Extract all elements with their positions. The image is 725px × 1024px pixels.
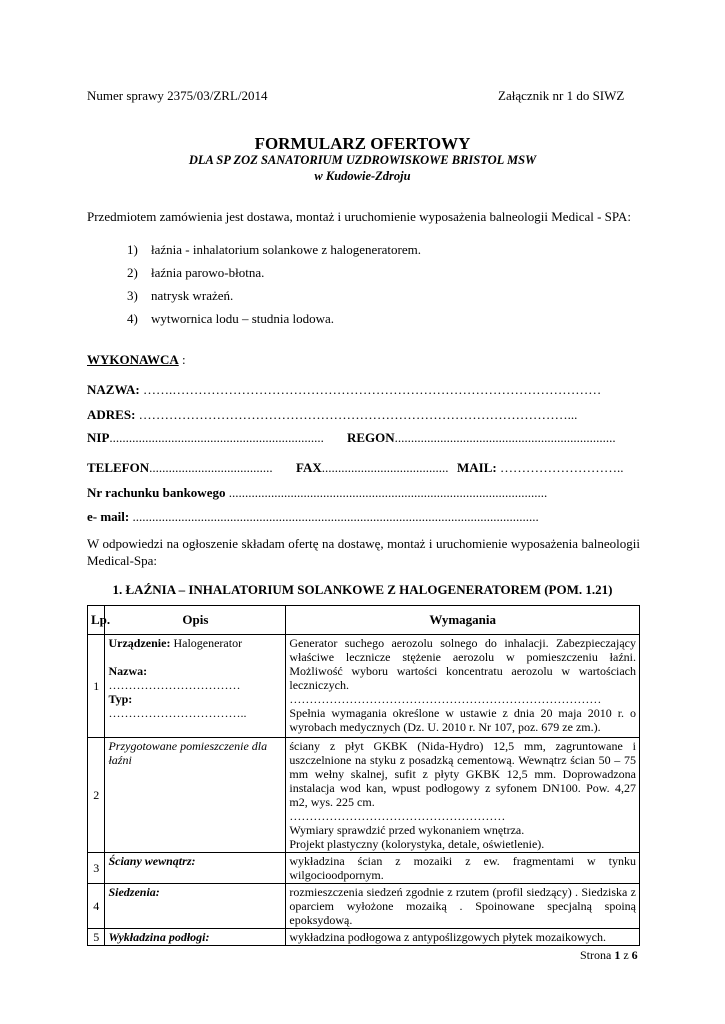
list-item-number: 1) <box>127 242 138 257</box>
device-name-input[interactable]: …………………………… <box>108 678 241 692</box>
table-row <box>88 853 640 884</box>
attachment-label: Załącznik nr 1 do SIWZ <box>498 88 625 103</box>
bank-account-label: Nr rachunku bankowego <box>87 485 226 500</box>
footer-page-total: 6 <box>631 948 638 962</box>
address-field[interactable] <box>87 407 577 423</box>
list-item <box>127 311 421 334</box>
phone-field[interactable] <box>87 460 273 476</box>
requirement-text: Projekt plastyczny (kolorystyka, detale, oświetlenie). <box>289 837 545 851</box>
table-row <box>88 929 640 946</box>
device-type-label: Typ: <box>108 692 133 706</box>
list-item-text: wytwornica lodu – studnia lodowa. <box>151 311 335 326</box>
regon-dots: .................................................................... <box>394 430 616 445</box>
device-value: Halogenerator <box>170 636 243 650</box>
header-wymagania: Wymagania <box>286 606 640 635</box>
requirement-text: Generator suchego aerozolu solnego do inhalacji. Zabezpieczający właściwe lecznicze stężenie aerozolu w pomieszczeniu łaźni. Możliwość wyboru wartości koncentratu aerozolu w wartościach leczniczych. <box>289 636 636 692</box>
row-description <box>105 635 286 738</box>
bank-account-field[interactable] <box>87 485 547 501</box>
regon-label: REGON <box>347 430 395 445</box>
requirement-dots: …………………………………………………………………… <box>289 692 602 706</box>
list-item <box>127 242 421 265</box>
row-number: 5 <box>88 929 105 946</box>
row-description: Wykładzina podłogi: <box>105 929 286 946</box>
phone-label: TELEFON <box>87 460 150 475</box>
response-paragraph: W odpowiedzi na ogłoszenie składam ofertę na dostawę, montaż i uruchomienie wyposażenia balneologii Medical-Spa: <box>87 536 640 568</box>
list-item-text: łaźnia - inhalatorium solankowe z halogeneratorem. <box>151 242 422 257</box>
row-number: 4 <box>88 884 105 929</box>
fax-label: FAX <box>296 460 322 475</box>
contractor-suffix: : <box>178 352 186 367</box>
contractor-heading <box>87 352 186 368</box>
list-item-number: 4) <box>127 311 138 326</box>
row-requirements: wykładzina podłogowa z antypoślizgowych płytek mozaikowych. <box>286 929 640 946</box>
requirement-dots: ……………………………………………… <box>289 809 506 823</box>
row-description: Siedzenia: <box>105 884 286 929</box>
address-dots: ………………………………………………………………………………………... <box>135 407 578 422</box>
header-lp: Lp. <box>88 606 105 635</box>
address-label: ADRES: <box>87 407 136 422</box>
mail-label: MAIL: <box>457 460 497 475</box>
table-row <box>88 884 640 929</box>
device-name-label: Nazwa: <box>108 664 148 678</box>
device-type-input[interactable]: …………………………….. <box>108 706 247 720</box>
bank-account-dots: .................................................................................................. <box>225 485 548 500</box>
email-field[interactable] <box>87 509 539 525</box>
fax-field[interactable] <box>296 460 449 476</box>
name-field[interactable] <box>87 382 601 398</box>
footer-page-number: 1 <box>614 948 621 962</box>
intro-paragraph: Przedmiotem zamówienia jest dostawa, montaż i uruchomienie wyposażenia balneologii Medical - SPA: <box>87 209 631 224</box>
regon-field[interactable] <box>347 430 616 446</box>
row-requirements: wykładzina ścian z mozaiki z ew. fragmentami w tynku wilgocioodpornym. <box>286 853 640 884</box>
footer-prefix: Strona <box>580 948 615 962</box>
section-title: 1. ŁAŹNIA – INHALATORIUM SOLANKOWE Z HALOGENERATOREM (POM. 1.21) <box>112 582 613 597</box>
email-label: e- mail: <box>87 509 130 524</box>
name-label: NAZWA: <box>87 382 140 397</box>
page-title: FORMULARZ OFERTOWY <box>254 134 471 153</box>
email-dots: ............................................................................................................................. <box>129 509 539 524</box>
requirement-text: ściany z płyt GKBK (Nida-Hydro) 12,5 mm, zagruntowane i uszczelnione na styku z posadzką cementową. Wewnątrz ścian 50 – 75 mm wełny skalnej, sufit z płyty GKBK 12,5 mm. Doprowadzona instalacja wod kan, wpust podłogowy z syfonem DN100. Pow. 4,27 m2, wys. 225 cm. <box>289 739 636 809</box>
list-item-text: natrysk wrażeń. <box>151 288 234 303</box>
subtitle-institution: DLA SP ZOZ SANATORIUM UZDROWISKOWE BRISTOL MSW <box>188 153 537 167</box>
case-number: Numer sprawy 2375/03/ZRL/2014 <box>87 88 268 103</box>
fax-dots: ....................................... <box>321 460 449 475</box>
row-description: Ściany wewnątrz: <box>105 853 286 884</box>
page-footer <box>580 948 638 963</box>
nip-dots: .................................................................. <box>109 430 324 445</box>
nip-field[interactable] <box>87 430 324 446</box>
header-opis: Opis <box>105 606 286 635</box>
list-item-number: 3) <box>127 288 138 303</box>
name-dots: …….……………………………………………………………………………………… <box>139 382 602 397</box>
row-requirements <box>286 738 640 853</box>
table-row <box>88 635 640 738</box>
device-label: Urządzenie: <box>108 636 171 650</box>
list-item <box>127 288 421 311</box>
subtitle-location: w Kudowie-Zdroju <box>314 169 411 183</box>
footer-separator: z <box>620 948 632 962</box>
requirements-table <box>87 605 640 946</box>
mail-dots: ……………………….. <box>496 460 624 475</box>
phone-dots: ...................................... <box>149 460 273 475</box>
scope-list <box>127 242 421 334</box>
row-number: 2 <box>88 738 105 853</box>
list-item <box>127 265 421 288</box>
table-row <box>88 738 640 853</box>
requirement-text: Spełnia wymagania określone w ustawie z dnia 20 maja 2010 r. o wyrobach medycznych (Dz. U. 2010 r. Nr 107, poz. 679 ze zm.). <box>289 706 636 734</box>
row-description: Przygotowane pomieszczenie dla łaźni <box>105 738 286 853</box>
row-number: 1 <box>88 635 105 738</box>
row-requirements <box>286 635 640 738</box>
row-number: 3 <box>88 853 105 884</box>
requirement-text: Wymiary sprawdzić przed wykonaniem wnętrza. <box>289 823 525 837</box>
row-requirements: rozmieszczenia siedzeń zgodnie z rzutem (profil siedzący) . Siedziska z oparciem wyłożone mozaiką . Spoinowane specjalną spoiną epoksydową. <box>286 884 640 929</box>
table-header-row <box>88 606 640 635</box>
contractor-label: WYKONAWCA <box>87 352 179 367</box>
list-item-number: 2) <box>127 265 138 280</box>
mail-field[interactable] <box>457 460 623 476</box>
nip-label: NIP <box>87 430 110 445</box>
list-item-text: łaźnia parowo-błotna. <box>151 265 265 280</box>
